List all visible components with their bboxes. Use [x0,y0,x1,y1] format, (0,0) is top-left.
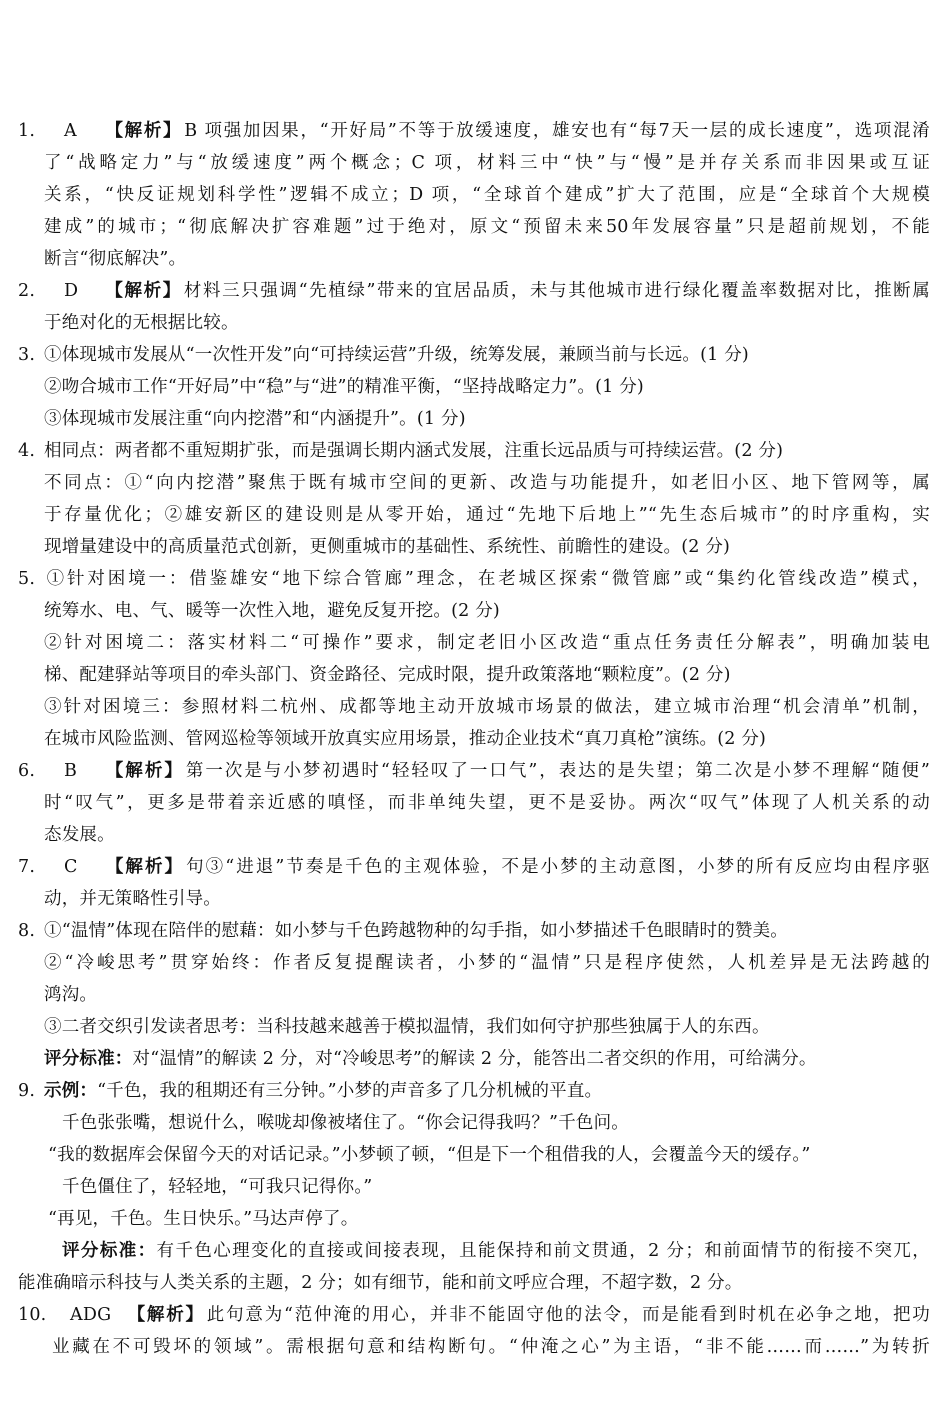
scoring-label: 评分标准： [62,1241,157,1261]
item-9-line-4: 千色僵住了，轻轻地，“可我只记得你。” [62,1177,373,1197]
item-8-line-1 [18,920,788,942]
example-label: 示例： [44,1081,98,1101]
item-6-line-1 [18,760,930,782]
item-6-line-3: 态发展。 [44,825,115,845]
item-4-line-4: 现增量建设中的高质量范式创新，更侧重城市的基础性、系统性、前瞻性的建设。(2 分) [44,537,731,557]
item-text: 相同点：两者都不重短期扩张，而是强调长期内涵式发展，注重长远品质与可持续运营。(2 分) [44,441,784,461]
scoring-label: 评分标准： [44,1049,133,1069]
item-text: 第一次是与小梦初遇时“轻轻叹了一口气”，表达的是失望；第二次是小梦不理解“随便” [185,761,930,781]
analysis-tag: 【解析】 [104,761,184,781]
item-number: 6. [18,761,36,781]
item-2-line-1 [18,280,930,302]
item-answer: B [64,761,78,781]
item-text: 此句意为“范仲淹的用心，并非不能固守他的法令，而是能看到时机在必争之地，把功 [206,1305,930,1325]
analysis-tag: 【解析】 [104,281,182,301]
scoring-text: 有千色心理变化的直接或间接表现，且能保持和前文贯通，2 分；和前面情节的衔接不突兀， [156,1241,931,1261]
item-8-line-4: ③二者交织引发读者思考：当科技越来越善于模拟温情，我们如何守护那些独属于人的东西。 [44,1017,770,1037]
item-5-line-4: 梯、配建驿站等项目的牵头部门、资金路径、完成时限，提升政策落地“颗粒度”。(2 分) [44,665,731,685]
item-8-line-3: 鸿沟。 [44,985,98,1005]
item-number: 1. [18,121,36,141]
item-3-line-1 [18,344,749,366]
item-6-line-2: 时“叹气”，更多是带着亲近感的嗔怪，而非单纯失望，更不是妥协。两次“叹气”体现了人机关系的动 [44,793,930,813]
item-5-line-6: 在城市风险监测、管网巡检等领域开放真实应用场景，推动企业技术“真刀真枪”演练。(2 分) [44,729,767,749]
item-3-line-2: ②吻合城市工作“开好局”中“稳”与“进”的精准平衡，“坚持战略定力”。(1 分) [44,377,644,397]
item-9-line-1 [18,1080,602,1102]
item-number: 2. [18,281,36,301]
item-7-line-1 [18,856,930,878]
item-5-line-3: ②针对困境二：落实材料二“可操作”要求，制定老旧小区改造“重点任务责任分解表”，明确加装电 [44,633,930,653]
item-answer: ADG [70,1305,112,1325]
item-text: “千色，我的租期还有三分钟。”小梦的声音多了几分机械的平直。 [97,1081,603,1101]
item-10-line-1 [18,1304,930,1326]
item-9-scoring-line-2: 能准确暗示科技与人类关系的主题，2 分；如有细节，能和前文呼应合理，不超字数，2 分。 [18,1273,743,1293]
item-number: 8. [18,921,36,941]
item-1-line-2: 了“战略定力”与“放缓速度”两个概念；C 项，材料三中“快”与“慢”是并存关系而非因果或互证 [44,153,930,173]
item-text: ①针对困境一：借鉴雄安“地下综合管廊”理念，在老城区探索“微管廊”或“集约化管线改造”模式， [44,569,930,589]
analysis-tag: 【解析】 [104,857,185,877]
item-9-line-2: 千色张张嘴，想说什么，喉咙却像被堵住了。“你会记得我吗？”千色问。 [62,1113,629,1133]
item-8-line-2: ②“冷峻思考”贯穿始终：作者反复提醒读者，小梦的“温情”只是程序使然，人机差异是无法跨越的 [44,953,930,973]
item-8-scoring [44,1048,817,1070]
item-1-line-4: 建成”的城市；“彻底解决扩容难题”过于绝对，原文“预留未来50年发展容量”只是超前规划，不能 [44,217,930,237]
item-9-scoring-line-1 [44,1240,930,1262]
item-number: 7. [18,857,36,877]
item-number: 5. [18,569,36,589]
item-number: 4. [18,441,36,461]
item-1-line-1 [18,120,930,142]
analysis-tag: 【解析】 [104,121,183,141]
item-answer: C [64,857,78,877]
item-4-line-2: 不同点：①“向内挖潜”聚焦于既有城市空间的更新、改造与功能提升，如老旧小区、地下管网等，属 [44,473,930,493]
item-text: B 项强加因果，“开好局”不等于放缓速度，雄安也有“每7天一层的成长速度”，选项混淆 [184,121,930,141]
item-5-line-2: 统筹水、电、气、暖等一次性入地，避免反复开挖。(2 分) [44,601,500,621]
item-text: 材料三只强调“先植绿”带来的宜居品质，未与其他城市进行绿化覆盖率数据对比，推断属 [183,281,930,301]
item-9-line-3: “我的数据库会保留今天的对话记录。”小梦顿了顿，“但是下一个租借我的人，会覆盖今天的缓存。” [48,1145,811,1165]
item-1-line-5: 断言“彻底解决”。 [44,249,187,269]
item-4-line-1 [18,440,783,462]
item-number: 3. [18,345,36,365]
item-5-line-5: ③针对困境三：参照材料二杭州、成都等地主动开放城市场景的做法，建立城市治理“机会清单”机制， [44,697,930,717]
item-1-line-3: 关系，“快反证规划科学性”逻辑不成立；D 项，“全球首个建成”扩大了范围，应是“全球首个大规模 [44,185,930,205]
item-9-line-5: “再见，千色。生日快乐。”马达声停了。 [48,1209,359,1229]
item-4-line-3: 于存量优化；②雄安新区的建设则是从零开始，通过“先地下后地上”“先生态后城市”的时序重构，实 [44,505,930,525]
item-10-line-2: 业藏在不可毁坏的领域”。需根据句意和结构断句。“仲淹之心”为主语，“非不能……而……”为转折 [52,1337,930,1357]
item-text: ①“温情”体现在陪伴的慰藉：如小梦与千色跨越物种的勾手指，如小梦描述千色眼睛时的赞美。 [44,921,788,941]
scoring-text: 对“温情”的解读 2 分，对“冷峻思考”的解读 2 分，能答出二者交织的作用，可给满分。 [132,1049,817,1069]
item-text: 句③“进退”节奏是千色的主观体验，不是小梦的主动意图，小梦的所有反应均由程序驱 [186,857,930,877]
item-2-line-2: 于绝对化的无根据比较。 [44,313,239,333]
item-7-line-2: 动，并无策略性引导。 [44,889,221,909]
item-3-line-3: ③体现城市发展注重“向内挖潜”和“内涵提升”。(1 分) [44,409,466,429]
item-number: 10. [18,1305,47,1325]
item-answer: A [64,121,77,141]
item-5-line-1 [18,568,930,590]
analysis-tag: 【解析】 [126,1305,205,1325]
item-answer: D [64,281,79,301]
item-number: 9. [18,1081,36,1101]
item-text: ①体现城市发展从“一次性开发”向“可持续运营”升级，统筹发展，兼顾当前与长远。(1 分) [44,345,749,365]
